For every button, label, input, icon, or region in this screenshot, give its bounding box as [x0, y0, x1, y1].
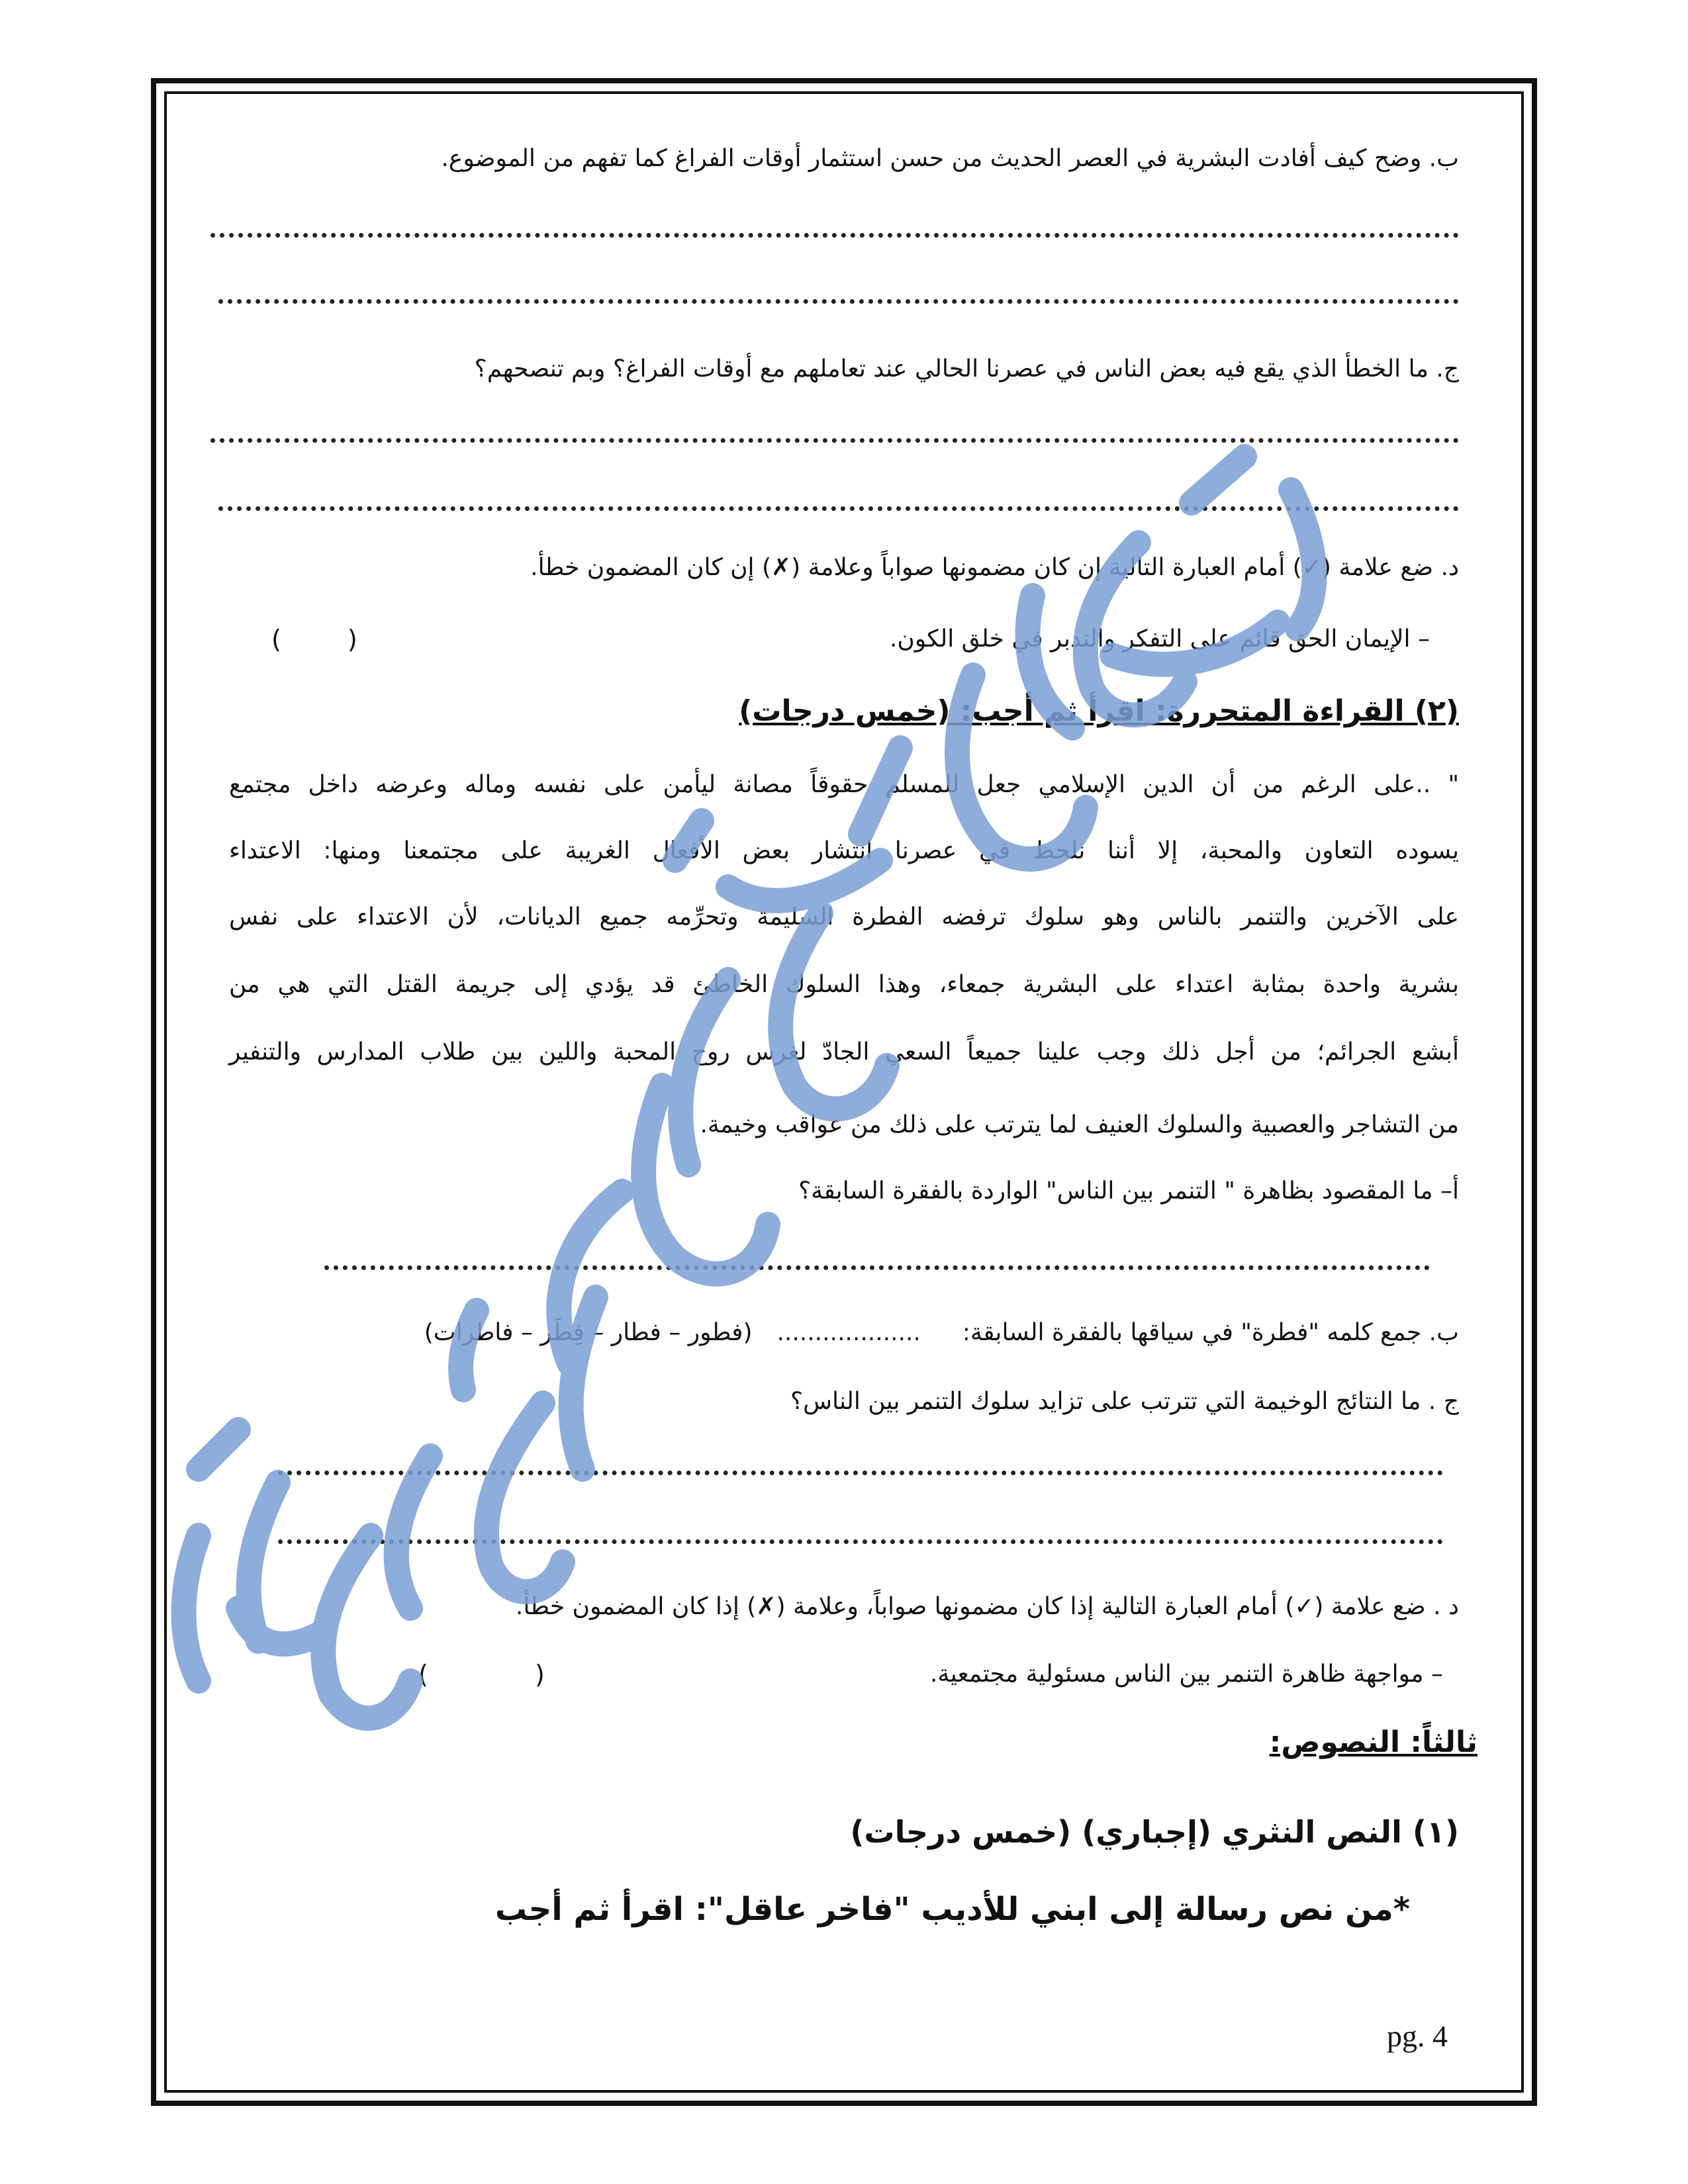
answer-line[interactable] — [218, 506, 1459, 511]
question-c: ج. ما الخطأ الذي يقع فيه بعض الناس في عصرنا الحالي عند تعاملهم مع أوقات الفراغ؟ وبم تنصحهم؟ — [474, 355, 1459, 383]
reading-question-b-prompt: ب. جمع كلمه "فطرة" في سياقها بالفقرة السابقة: — [962, 1319, 1459, 1346]
passage-line: بشرية واحدة بمثابة اعتداء على البشرية جمعاء، وهذا السلوك الخاطئ قد يؤدي إلى جريمة القتل التي هي من — [229, 971, 1459, 998]
passage-line: يسوده التعاون والمحبة، إلا أننا نلحظ في عصرنا انتشار بعض الأفعال الغريبة على مجتمعنا ومنها: الاعتداء — [229, 837, 1459, 864]
reading-question-b-options: (فطور – فطار – فِطَر – فاطرات) — [424, 1319, 753, 1346]
page-border-inner — [164, 91, 1524, 2093]
answer-line[interactable] — [278, 1539, 1443, 1544]
question-b: ب. وضح كيف أفادت البشرية في العصر الحديث من حسن استثمار أوقات الفراغ كما تفهم من الموضوع. — [441, 145, 1459, 172]
passage-line: من التشاجر والعصبية والسلوك العنيف لما يترتب على ذلك من عواقب وخيمة. — [700, 1111, 1459, 1138]
answer-bracket-open: ( — [418, 1660, 428, 1689]
reading-question-b-blank[interactable]: ................... — [776, 1319, 921, 1346]
answer-line[interactable] — [211, 438, 1459, 443]
section-subheading-prose: (١) النص النثري (إجباري) (خمس درجات) — [850, 1814, 1459, 1850]
question-d: د. ضع علامة (✓) أمام العبارة التالية إن كان مضمونها صواباً وعلامة (✗) إن كان المضمون خطأ. — [530, 554, 1459, 581]
text-intro: *من نص رسالة إلى ابني للأديب "فاخر عاقل": اقرأ ثم أجب — [494, 1891, 1410, 1928]
answer-line[interactable] — [218, 299, 1459, 304]
answer-bracket-open: ( — [271, 625, 281, 654]
section-heading-reading: (٢) القراءة المتحررة: اقرأ ثم أجب: (خمس درجات) — [739, 694, 1459, 728]
passage-line: أبشع الجرائم؛ من أجل ذلك وجب علينا جميعاً السعي الجادّ لغرس روح المحبة واللين بين طلاب المدارس والتنفير — [229, 1038, 1459, 1066]
answer-line[interactable] — [324, 1265, 1430, 1270]
question-d-statement: – الإيمان الحق قائم على التفكر والتدبر في خلق الكون. — [889, 625, 1430, 653]
reading-question-d-statement: – مواجهة ظاهرة التنمر بين الناس مسئولية مجتمعية. — [929, 1661, 1443, 1688]
passage-line: " ..على الرغم من أن الدين الإسلامي جعل للمسلم حقوقاً مصانة ليأمن على نفسه وماله وعرضه داخل مجتمع — [229, 771, 1459, 798]
reading-question-b — [424, 1318, 1459, 1347]
answer-line[interactable] — [211, 233, 1459, 238]
page-number: pg. 4 — [1387, 2019, 1448, 2053]
answer-bracket-close: ) — [535, 1660, 545, 1689]
answer-line[interactable] — [278, 1471, 1443, 1475]
section-heading-texts: ثالثاً: النصوص: — [1269, 1725, 1477, 1759]
reading-question-c: ج . ما النتائج الوخيمة التي تترتب على تزايد سلوك التنمر بين الناس؟ — [790, 1388, 1459, 1415]
reading-question-d: د . ضع علامة (✓) أمام العبارة التالية إذا كان مضمونها صواباً، وعلامة (✗) إذا كان المضمون خطأ. — [515, 1593, 1459, 1620]
passage-line: على الآخرين والتنمر بالناس وهو سلوك ترفضه الفطرة السليمة وتحرِّمه جميع الديانات، لأن الاعتداء على نفس — [229, 903, 1459, 931]
reading-question-a: أ– ما المقصود بظاهرة " التنمر بين الناس" الواردة بالفقرة السابقة؟ — [798, 1177, 1459, 1205]
answer-bracket-close: ) — [348, 625, 357, 654]
